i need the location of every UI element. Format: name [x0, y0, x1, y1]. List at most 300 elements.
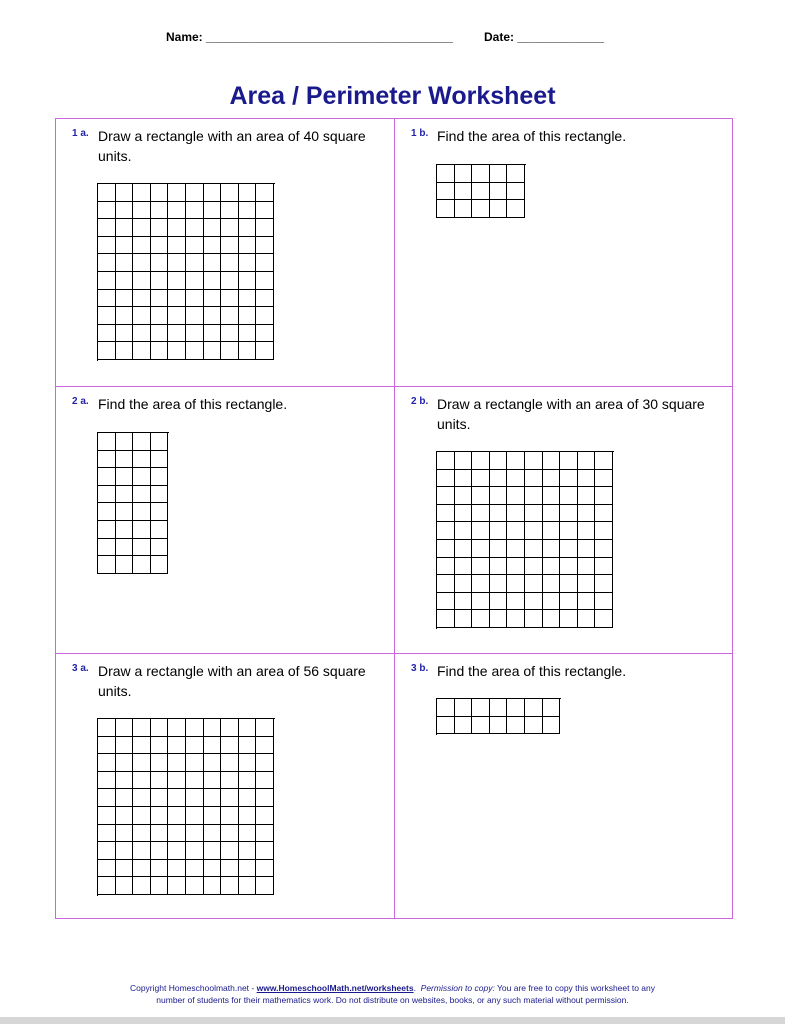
grid-square [116, 307, 134, 325]
grid-square [221, 719, 239, 737]
grid-square [490, 699, 508, 717]
grid-square [543, 558, 561, 576]
grid-square [543, 593, 561, 611]
grid-square [168, 254, 186, 272]
header [0, 30, 785, 46]
grid-square [560, 487, 578, 505]
grid-square [221, 290, 239, 308]
grid-square [578, 487, 596, 505]
grid-square [98, 184, 116, 202]
grid-square [525, 505, 543, 523]
grid-square [151, 202, 169, 220]
grid-square [507, 505, 525, 523]
grid-square [204, 219, 222, 237]
grid-square [98, 237, 116, 255]
grid-square [256, 772, 274, 790]
grid-square [116, 290, 134, 308]
grid-square [256, 877, 274, 895]
grid-square [578, 470, 596, 488]
grid-square [239, 877, 257, 895]
rectangle-grid [436, 164, 526, 218]
grid-square [98, 219, 116, 237]
grid-square [239, 842, 257, 860]
grid-square [151, 325, 169, 343]
grid-square [186, 807, 204, 825]
grid-square [221, 860, 239, 878]
grid-square [437, 610, 455, 628]
grid-square [472, 575, 490, 593]
grid-square [560, 610, 578, 628]
grid-square [221, 219, 239, 237]
grid-square [437, 452, 455, 470]
grid-square [116, 272, 134, 290]
grid-square [133, 521, 151, 539]
grid-square [116, 737, 134, 755]
grid-square [595, 558, 613, 576]
grid-square [168, 719, 186, 737]
worksheet-grid [55, 118, 733, 919]
grid-square [186, 754, 204, 772]
problem-number: 2 b. [411, 396, 429, 407]
grid-square [204, 807, 222, 825]
grid-square [168, 860, 186, 878]
grid-square [98, 556, 116, 574]
grid-square [239, 290, 257, 308]
grid-paper [436, 451, 614, 629]
grid-square [98, 307, 116, 325]
problem-3b [394, 653, 733, 918]
grid-square [204, 737, 222, 755]
grid-square [578, 452, 596, 470]
grid-square [221, 737, 239, 755]
grid-square [490, 610, 508, 628]
grid-square [455, 610, 473, 628]
grid-square [116, 842, 134, 860]
grid-square [168, 789, 186, 807]
grid-square [472, 487, 490, 505]
grid-square [186, 825, 204, 843]
grid-square [151, 272, 169, 290]
grid-square [186, 290, 204, 308]
grid-square [98, 521, 116, 539]
permission-label: Permission to copy: [420, 983, 495, 993]
grid-square [133, 202, 151, 220]
grid-square [525, 487, 543, 505]
grid-square [455, 575, 473, 593]
problem-number: 2 a. [72, 396, 89, 407]
grid-square [256, 307, 274, 325]
grid-square [507, 558, 525, 576]
grid-square [98, 290, 116, 308]
grid-square [560, 575, 578, 593]
grid-square [168, 184, 186, 202]
grid-square [437, 505, 455, 523]
problem-3a [56, 653, 394, 918]
grid-square [151, 807, 169, 825]
grid-square [256, 807, 274, 825]
grid-square [221, 184, 239, 202]
grid-square [595, 575, 613, 593]
grid-square [168, 325, 186, 343]
grid-square [437, 575, 455, 593]
grid-square [239, 325, 257, 343]
grid-square [204, 877, 222, 895]
grid-square [151, 737, 169, 755]
grid-square [98, 503, 116, 521]
problem-number: 3 a. [72, 663, 89, 674]
problem-number: 1 a. [72, 128, 89, 139]
grid-square [221, 877, 239, 895]
grid-square [525, 558, 543, 576]
grid-square [98, 860, 116, 878]
grid-square [543, 452, 561, 470]
grid-square [221, 807, 239, 825]
grid-square [133, 219, 151, 237]
grid-square [472, 593, 490, 611]
grid-square [560, 452, 578, 470]
grid-square [151, 754, 169, 772]
grid-square [543, 522, 561, 540]
grid-square [455, 540, 473, 558]
grid-square [578, 540, 596, 558]
grid-square [221, 325, 239, 343]
grid-square [116, 342, 134, 360]
date-field-label: Date: _____________ [484, 30, 605, 44]
grid-square [543, 610, 561, 628]
grid-square [133, 737, 151, 755]
grid-square [525, 575, 543, 593]
grid-square [133, 825, 151, 843]
grid-square [168, 342, 186, 360]
grid-square [98, 202, 116, 220]
grid-square [455, 558, 473, 576]
grid-square [116, 451, 134, 469]
grid-square [116, 184, 134, 202]
grid-square [472, 165, 490, 183]
grid-square [472, 470, 490, 488]
grid-square [437, 522, 455, 540]
grid-square [525, 593, 543, 611]
grid-square [116, 468, 134, 486]
grid-square [151, 503, 169, 521]
grid-square [256, 325, 274, 343]
grid-square [221, 272, 239, 290]
grid-square [239, 860, 257, 878]
grid-square [560, 558, 578, 576]
website-link[interactable]: www.HomeschoolMath.net/worksheets [256, 983, 414, 993]
grid-square [98, 825, 116, 843]
grid-square [455, 165, 473, 183]
grid-square [525, 610, 543, 628]
grid-square [472, 717, 490, 735]
grid-square [256, 290, 274, 308]
grid-square [221, 237, 239, 255]
grid-square [116, 503, 134, 521]
bottom-scroll-bar [0, 1017, 785, 1024]
problem-text: Find the area of this rectangle. [437, 128, 627, 144]
grid-square [256, 754, 274, 772]
grid-square [186, 219, 204, 237]
grid-square [151, 219, 169, 237]
grid-square [256, 184, 274, 202]
grid-square [204, 719, 222, 737]
grid-square [472, 452, 490, 470]
grid-square [256, 737, 274, 755]
grid-square [239, 825, 257, 843]
grid-square [221, 254, 239, 272]
grid-square [595, 487, 613, 505]
grid-square [168, 825, 186, 843]
grid-square [98, 451, 116, 469]
grid-square [256, 719, 274, 737]
grid-square [98, 877, 116, 895]
grid-square [455, 593, 473, 611]
grid-square [239, 754, 257, 772]
grid-square [116, 202, 134, 220]
grid-square [525, 470, 543, 488]
grid-square [151, 237, 169, 255]
grid-square [186, 202, 204, 220]
grid-square [168, 272, 186, 290]
grid-square [186, 842, 204, 860]
grid-square [98, 325, 116, 343]
grid-square [168, 807, 186, 825]
page-title: Area / Perimeter Worksheet [229, 82, 556, 110]
grid-square [98, 807, 116, 825]
grid-square [116, 754, 134, 772]
grid-square [133, 184, 151, 202]
grid-square [98, 772, 116, 790]
grid-square [98, 486, 116, 504]
grid-square [239, 772, 257, 790]
grid-square [116, 539, 134, 557]
grid-square [455, 717, 473, 735]
grid-square [437, 717, 455, 735]
grid-square [490, 575, 508, 593]
grid-square [151, 842, 169, 860]
problem-1a [56, 119, 394, 386]
grid-square [133, 342, 151, 360]
grid-square [98, 754, 116, 772]
grid-square [151, 486, 169, 504]
grid-square [116, 719, 134, 737]
grid-square [490, 470, 508, 488]
grid-square [239, 789, 257, 807]
grid-square [116, 325, 134, 343]
grid-square [133, 539, 151, 557]
grid-square [116, 486, 134, 504]
grid-square [133, 556, 151, 574]
grid-square [256, 219, 274, 237]
grid-square [256, 254, 274, 272]
footer-line-2: number of students for their mathematics work. Do not distribute on websites, books, or any such material without permission. [156, 995, 629, 1005]
grid-square [560, 540, 578, 558]
grid-square [490, 717, 508, 735]
grid-square [221, 772, 239, 790]
problem-number: 3 b. [411, 663, 429, 674]
grid-square [578, 522, 596, 540]
grid-square [507, 200, 525, 218]
grid-square [437, 558, 455, 576]
grid-square [204, 789, 222, 807]
grid-square [595, 593, 613, 611]
grid-square [133, 719, 151, 737]
grid-square [525, 717, 543, 735]
grid-square [133, 433, 151, 451]
grid-square [168, 202, 186, 220]
grid-square [437, 593, 455, 611]
grid-paper [97, 718, 275, 896]
grid-square [239, 807, 257, 825]
grid-paper [97, 183, 275, 361]
grid-square [151, 184, 169, 202]
grid-square [98, 842, 116, 860]
grid-square [437, 699, 455, 717]
grid-square [256, 789, 274, 807]
grid-square [239, 237, 257, 255]
grid-square [490, 165, 508, 183]
grid-square [490, 558, 508, 576]
grid-square [186, 272, 204, 290]
grid-square [133, 877, 151, 895]
grid-square [98, 468, 116, 486]
grid-square [133, 254, 151, 272]
grid-square [595, 505, 613, 523]
grid-square [507, 593, 525, 611]
grid-square [490, 487, 508, 505]
grid-square [507, 165, 525, 183]
grid-square [437, 200, 455, 218]
grid-square [116, 807, 134, 825]
grid-square [151, 521, 169, 539]
grid-square [437, 540, 455, 558]
grid-square [239, 307, 257, 325]
grid-square [151, 254, 169, 272]
grid-square [116, 237, 134, 255]
grid-square [98, 719, 116, 737]
grid-square [256, 237, 274, 255]
grid-square [151, 825, 169, 843]
grid-square [116, 825, 134, 843]
grid-square [221, 307, 239, 325]
grid-square [221, 825, 239, 843]
grid-square [204, 290, 222, 308]
grid-square [204, 325, 222, 343]
grid-square [543, 470, 561, 488]
grid-square [239, 719, 257, 737]
grid-square [578, 558, 596, 576]
grid-square [455, 183, 473, 201]
grid-square [186, 737, 204, 755]
problem-text: Find the area of this rectangle. [437, 663, 627, 679]
grid-square [186, 325, 204, 343]
grid-square [525, 699, 543, 717]
grid-square [507, 452, 525, 470]
grid-square [437, 470, 455, 488]
grid-square [133, 503, 151, 521]
grid-square [455, 522, 473, 540]
grid-square [204, 754, 222, 772]
grid-square [507, 575, 525, 593]
grid-square [186, 789, 204, 807]
grid-square [168, 219, 186, 237]
grid-square [221, 789, 239, 807]
grid-square [239, 737, 257, 755]
grid-square [204, 342, 222, 360]
grid-square [560, 593, 578, 611]
grid-square [595, 470, 613, 488]
grid-square [151, 877, 169, 895]
grid-square [472, 540, 490, 558]
grid-square [256, 342, 274, 360]
grid-square [98, 254, 116, 272]
grid-square [133, 860, 151, 878]
grid-square [472, 558, 490, 576]
grid-square [151, 290, 169, 308]
grid-square [151, 468, 169, 486]
grid-square [455, 487, 473, 505]
grid-square [256, 202, 274, 220]
grid-square [168, 842, 186, 860]
grid-square [221, 342, 239, 360]
grid-square [256, 842, 274, 860]
grid-square [151, 719, 169, 737]
grid-square [437, 183, 455, 201]
grid-square [133, 237, 151, 255]
grid-square [256, 860, 274, 878]
grid-square [525, 540, 543, 558]
grid-square [168, 772, 186, 790]
grid-square [151, 860, 169, 878]
grid-square [151, 789, 169, 807]
grid-square [543, 575, 561, 593]
grid-square [204, 772, 222, 790]
grid-square [543, 699, 561, 717]
grid-square [168, 290, 186, 308]
grid-square [560, 470, 578, 488]
grid-square [455, 200, 473, 218]
grid-square [168, 307, 186, 325]
grid-square [595, 540, 613, 558]
grid-square [151, 539, 169, 557]
footer [0, 982, 785, 1006]
grid-square [490, 593, 508, 611]
grid-square [472, 505, 490, 523]
grid-square [133, 290, 151, 308]
grid-square [437, 487, 455, 505]
grid-square [221, 842, 239, 860]
grid-square [472, 200, 490, 218]
grid-square [490, 540, 508, 558]
grid-square [133, 772, 151, 790]
grid-square [116, 521, 134, 539]
grid-square [256, 825, 274, 843]
grid-square [186, 772, 204, 790]
grid-square [204, 272, 222, 290]
grid-square [578, 593, 596, 611]
problem-2b [394, 386, 733, 653]
grid-square [133, 325, 151, 343]
grid-square [507, 487, 525, 505]
grid-square [151, 307, 169, 325]
grid-square [116, 772, 134, 790]
grid-square [186, 719, 204, 737]
name-field-label: Name: _____________________________________ [166, 30, 453, 44]
grid-square [151, 451, 169, 469]
grid-square [186, 860, 204, 878]
grid-square [455, 452, 473, 470]
grid-square [507, 540, 525, 558]
